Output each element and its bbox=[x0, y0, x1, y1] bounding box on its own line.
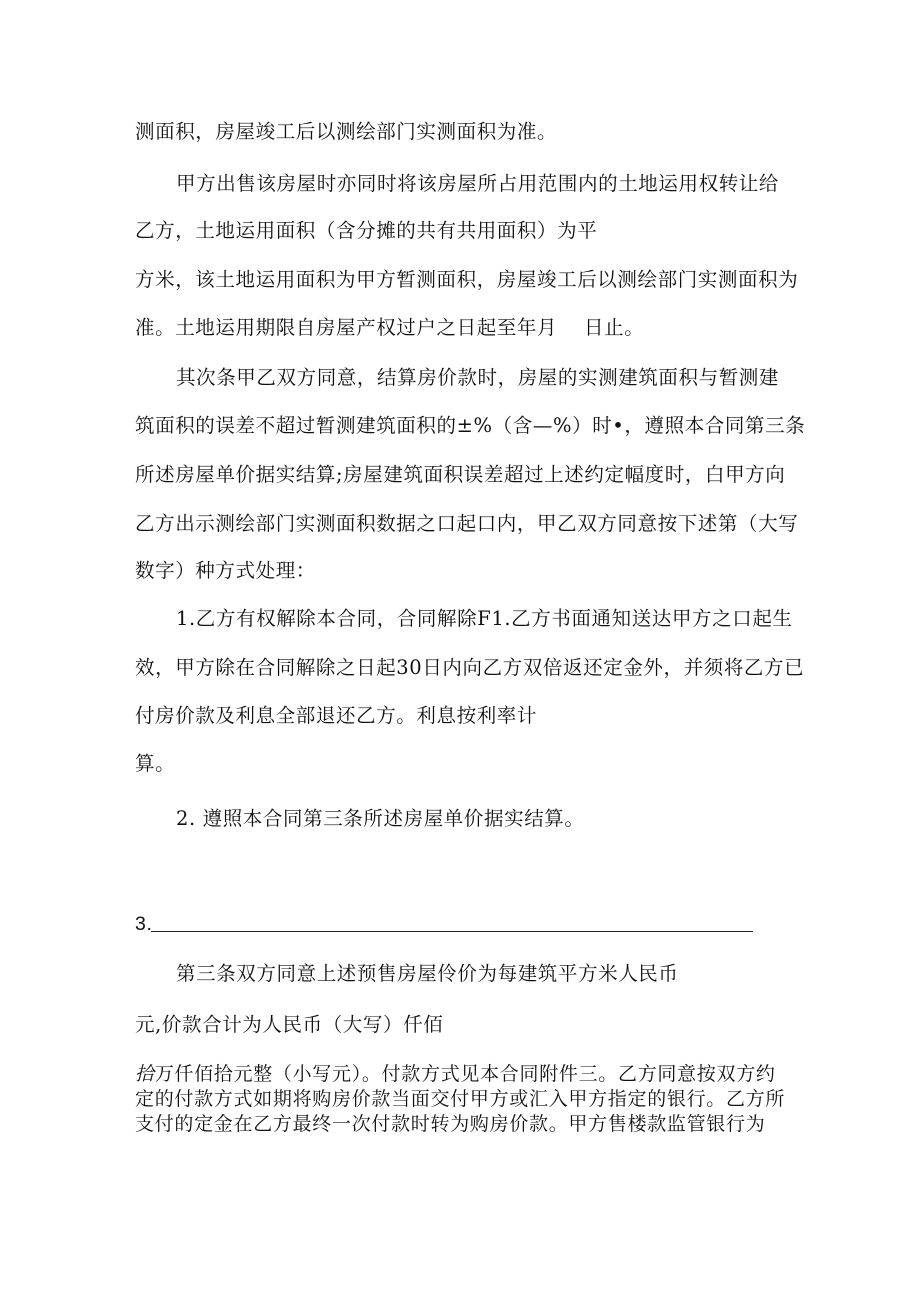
list-item-3-number: 3. bbox=[135, 913, 153, 935]
list-item-1: 1.乙方有权解除本合同，合同解除F1.乙方书面通知送达甲方之口起生 bbox=[176, 607, 793, 630]
text-line: 准。土地运用期限自房屋产权过户之日起至年月 日止。 bbox=[135, 316, 645, 339]
italic-char: 拾 bbox=[135, 1063, 155, 1085]
text-line: 支付的定金在乙方最终一次付款时转为购房价款。甲方售楼款监管银行为 bbox=[135, 1113, 766, 1135]
text-line: 付房价款及利息全部退还乙方。利息按利率计 bbox=[135, 704, 538, 727]
text-line: 效，甲方除在合同解除之日起30日内向乙方双倍返还定金外，并须将乙方已 bbox=[135, 656, 805, 679]
text-line-rest: 万仟佰拾元整（小写元）。付款方式见本合同附件三。乙方同意按双方约 bbox=[154, 1063, 776, 1085]
text-line: 测面积，房屋竣工后以测绘部门实测面积为准。 bbox=[135, 120, 558, 143]
text-line: 元,价款合计为人民币（大写）仟佰 bbox=[135, 1013, 444, 1036]
list-item-2: 2. 遵照本合同第三条所述房屋单价据实结算。 bbox=[176, 807, 585, 830]
text-line: 甲方出售该房屋时亦同时将该房屋所占用范围内的土地运用权转让给 bbox=[176, 172, 780, 195]
text-line: 定的付款方式如期将购房价款当面交付甲方或汇入甲方指定的银行。乙方所 bbox=[135, 1088, 786, 1110]
text-line: 乙方出示测绘部门实测面积数据之口起口内，甲乙双方同意按下述第（大写 bbox=[135, 512, 799, 535]
text-line: 筑面积的误差不超过暂测建筑面积的±%（含—%）时•，遵照本合同第三条 bbox=[135, 414, 806, 437]
blank-fill-line bbox=[151, 931, 753, 932]
text-line: 数字）种方式处理： bbox=[135, 559, 316, 582]
text-line bbox=[135, 1062, 776, 1086]
text-line: 其次条甲乙双方同意，结算房价款时，房屋的实测建筑面积与暂测建 bbox=[176, 366, 780, 389]
text-line: 方米，该土地运用面积为甲方暂测面积，房屋竣工后以测绘部门实测面积为 bbox=[135, 268, 799, 291]
text-line: 算。 bbox=[135, 752, 176, 775]
text-line: 乙方，土地运用面积（含分摊的共有共用面积）为平 bbox=[135, 219, 598, 242]
text-line: 第三条双方同意上述预售房屋伶价为每建筑平方米人民币 bbox=[176, 962, 679, 985]
text-line: 所述房屋单价据实结算;房屋建筑面积误差超过上述约定幅度时，白甲方向 bbox=[135, 463, 786, 486]
